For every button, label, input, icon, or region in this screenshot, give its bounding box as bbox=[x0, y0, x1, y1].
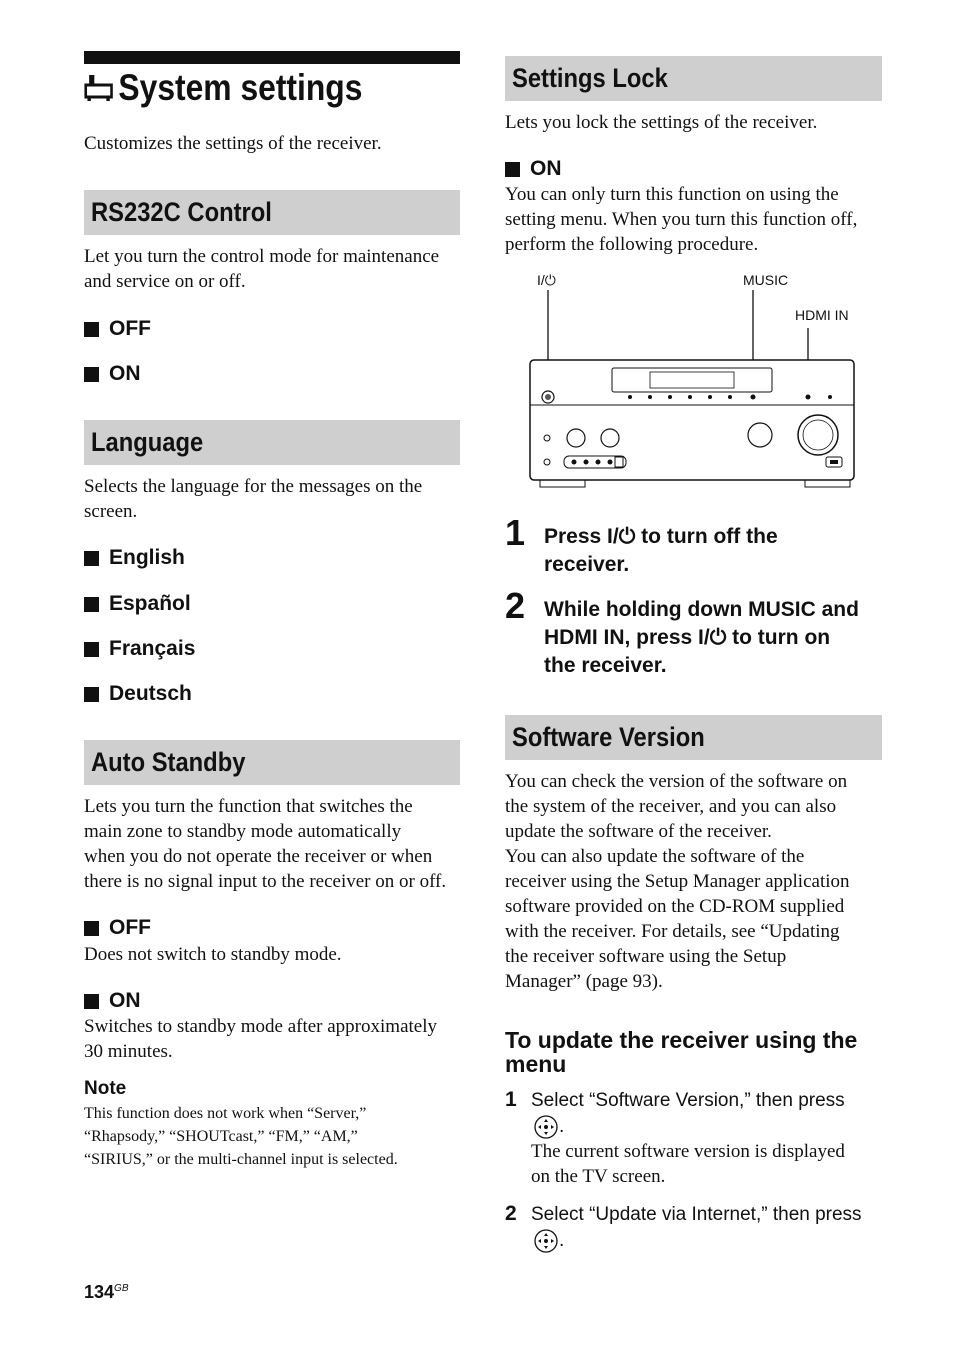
settings-lock-on-desc-1: You can only turn this function on using the bbox=[505, 184, 839, 205]
language-option-english: English bbox=[84, 546, 185, 570]
rs232c-desc-1: Let you turn the control mode for maintenance bbox=[84, 246, 440, 267]
auto-standby-desc-1: Lets you turn the function that switches the bbox=[84, 796, 413, 817]
settings-lock-desc: Lets you lock the settings of the receiver. bbox=[505, 112, 818, 133]
update-step-2-text: Select “Update via Internet,” then press bbox=[531, 1204, 862, 1225]
step-1-line-2: receiver. bbox=[544, 553, 630, 576]
update-step-2-enter: . bbox=[533, 1228, 564, 1254]
language-option-espanol: Español bbox=[84, 592, 191, 616]
step-2-line-1: While holding down MUSIC and bbox=[544, 598, 859, 621]
software-desc-2: the system of the receiver, and you can also bbox=[505, 796, 837, 817]
update-step-1-extra-2: on the TV screen. bbox=[531, 1166, 666, 1187]
section-heading-settings-lock: Settings Lock bbox=[505, 56, 882, 101]
section-heading-language: Language bbox=[84, 420, 460, 465]
step-1-number: 1 bbox=[505, 512, 526, 553]
auto-standby-option-on: ON bbox=[84, 989, 141, 1013]
step-2-line-2: HDMI IN, press I/⏻ to turn on bbox=[544, 626, 831, 649]
update-step-1-number: 1 bbox=[505, 1088, 517, 1111]
auto-standby-on-desc-2: 30 minutes. bbox=[84, 1041, 173, 1062]
note-line-3: “SIRIUS,” or the multi-channel input is selected. bbox=[84, 1151, 398, 1168]
page-intro: Customizes the settings of the receiver. bbox=[84, 133, 382, 154]
settings-lock-option-on: ON bbox=[505, 157, 562, 181]
settings-lock-on-desc-3: perform the following procedure. bbox=[505, 234, 759, 255]
rs232c-desc-2: and service on or off. bbox=[84, 271, 246, 292]
auto-standby-option-off: OFF bbox=[84, 916, 151, 940]
software-desc-9: Manager” (page 93). bbox=[505, 971, 663, 992]
filled-square-icon bbox=[84, 367, 99, 382]
section-heading-auto-standby: Auto Standby bbox=[84, 740, 460, 785]
enter-circle-icon bbox=[533, 1114, 559, 1140]
rs232c-option-on: ON bbox=[84, 362, 141, 386]
update-step-1-enter: . bbox=[533, 1114, 564, 1140]
step-2-line-3: the receiver. bbox=[544, 654, 667, 677]
software-desc-3: update the software of the receiver. bbox=[505, 821, 772, 842]
software-desc-4: You can also update the software of the bbox=[505, 846, 805, 867]
filled-square-icon bbox=[84, 642, 99, 657]
filled-square-icon bbox=[84, 994, 99, 1009]
title-rule bbox=[84, 51, 460, 64]
filled-square-icon bbox=[84, 322, 99, 337]
auto-standby-desc-3: when you do not operate the receiver or when bbox=[84, 846, 433, 867]
software-desc-1: You can check the version of the software on bbox=[505, 771, 848, 792]
page-title bbox=[84, 67, 362, 109]
language-desc-1: Selects the language for the messages on the bbox=[84, 476, 423, 497]
update-step-2-number: 2 bbox=[505, 1202, 517, 1225]
auto-standby-off-desc: Does not switch to standby mode. bbox=[84, 944, 342, 965]
diagram-label-music: MUSIC bbox=[743, 272, 789, 288]
language-option-deutsch: Deutsch bbox=[84, 682, 192, 706]
page-number: $134^{GB}$ bbox=[84, 1282, 129, 1302]
rs232c-option-off: OFF bbox=[84, 317, 151, 341]
subheading-line-1: To update the receiver using the bbox=[505, 1027, 858, 1053]
subheading-line-2: menu bbox=[505, 1051, 567, 1077]
note-line-2: “Rhapsody,” “SHOUTcast,” “FM,” “AM,” bbox=[84, 1128, 358, 1145]
section-heading-rs232c: RS232C Control bbox=[84, 190, 460, 235]
note-line-1: This function does not work when “Server,” bbox=[84, 1105, 367, 1122]
filled-square-icon bbox=[84, 551, 99, 566]
update-step-1-text: Select “Software Version,” then press bbox=[531, 1090, 845, 1111]
section-heading-software-version: Software Version bbox=[505, 715, 882, 760]
software-desc-7: with the receiver. For details, see “Updating bbox=[505, 921, 840, 942]
auto-standby-desc-2: main zone to standby mode automatically bbox=[84, 821, 402, 842]
page-title-text: System settings bbox=[118, 67, 363, 108]
software-desc-8: the receiver software using the Setup bbox=[505, 946, 787, 967]
settings-lock-on-desc-2: setting menu. When you turn this function off, bbox=[505, 209, 858, 230]
filled-square-icon bbox=[84, 597, 99, 612]
step-1-line-1: Press I/⏻ to turn off the bbox=[544, 525, 778, 548]
auto-standby-on-desc-1: Switches to standby mode after approximately bbox=[84, 1016, 437, 1037]
diagram-label-power: I/⏻ bbox=[537, 272, 556, 288]
language-desc-2: screen. bbox=[84, 501, 138, 522]
software-desc-6: software provided on the CD-ROM supplied bbox=[505, 896, 845, 917]
step-2-number: 2 bbox=[505, 585, 526, 626]
language-option-francais: Français bbox=[84, 637, 195, 661]
diagram-label-hdmi-in: HDMI IN bbox=[795, 307, 849, 323]
enter-circle-icon bbox=[533, 1228, 559, 1254]
filled-square-icon bbox=[505, 162, 520, 177]
note-label: Note bbox=[84, 1078, 127, 1099]
update-step-1-extra-1: The current software version is displayed bbox=[531, 1141, 845, 1162]
receiver-front-panel-diagram bbox=[520, 290, 860, 495]
filled-square-icon bbox=[84, 921, 99, 936]
filled-square-icon bbox=[84, 687, 99, 702]
auto-standby-desc-4: there is no signal input to the receiver on or off. bbox=[84, 871, 447, 892]
settings-toolbox-icon bbox=[84, 71, 113, 105]
software-desc-5: receiver using the Setup Manager application bbox=[505, 871, 850, 892]
